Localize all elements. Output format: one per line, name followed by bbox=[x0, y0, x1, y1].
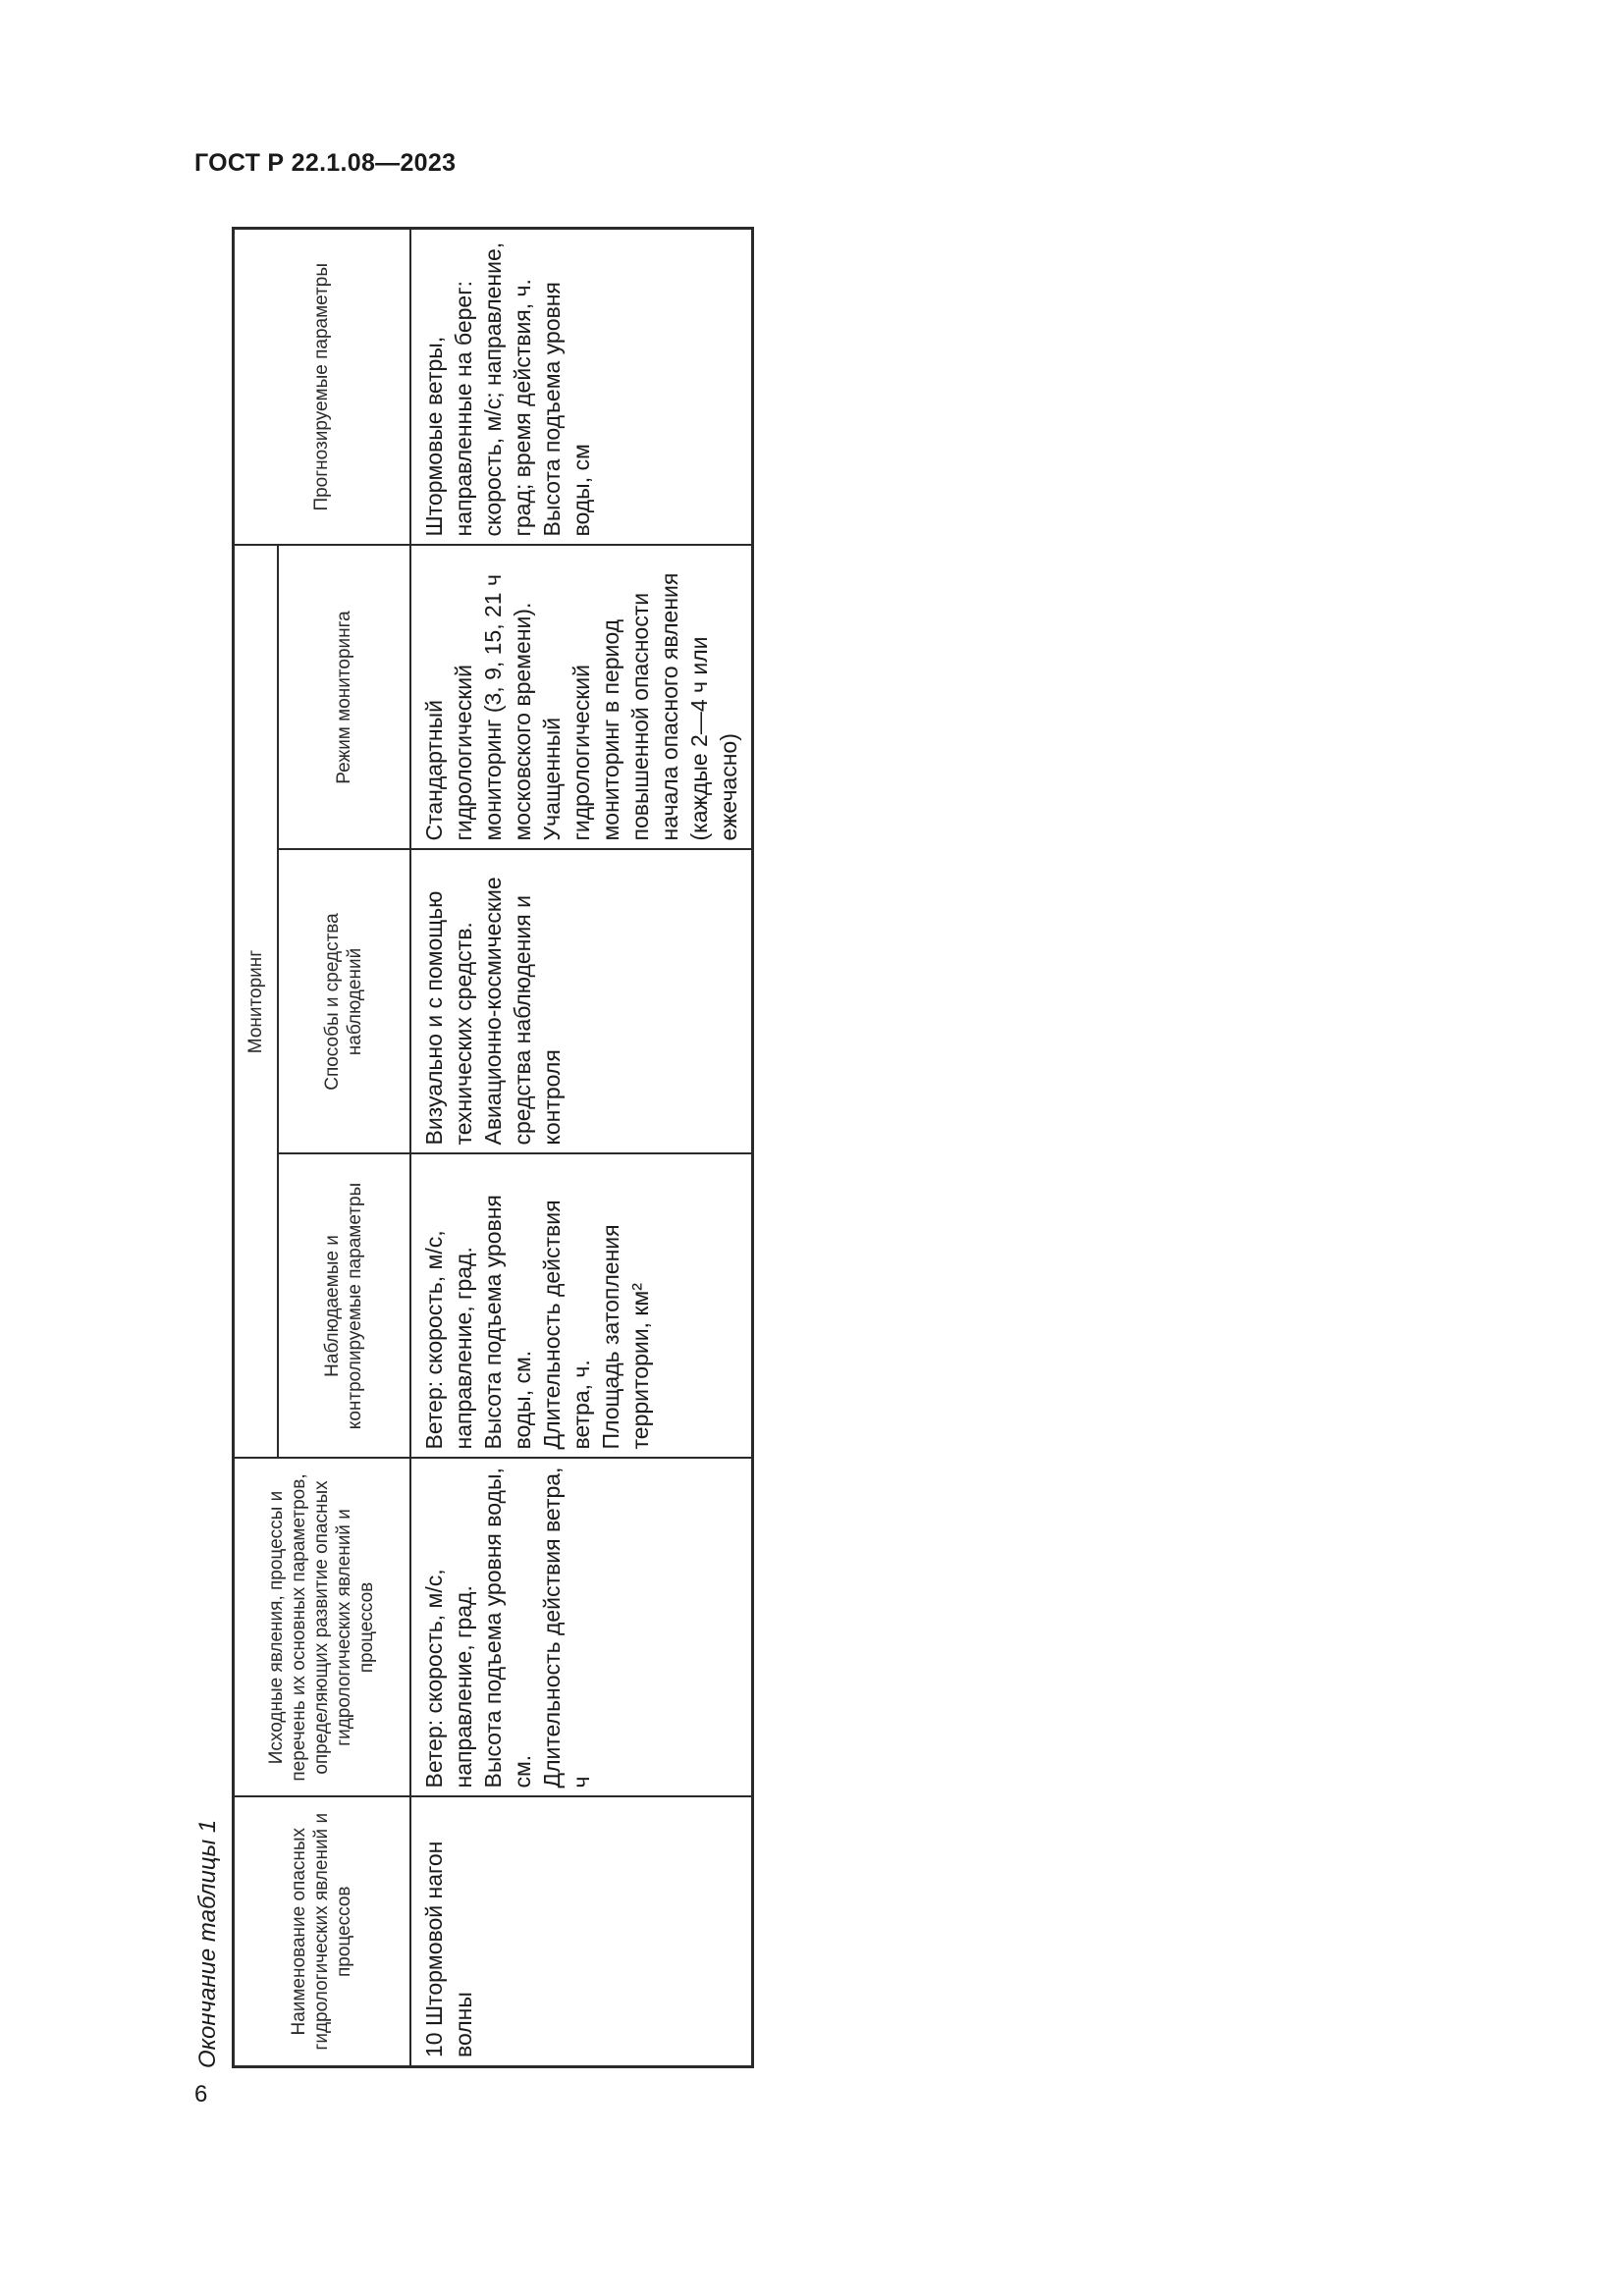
hazard-monitoring-table bbox=[232, 227, 754, 2068]
page-number: 6 bbox=[194, 2081, 208, 2108]
table-row bbox=[410, 229, 753, 2067]
header-observed-parameters: Наблюдаемые и контролируемые параметры bbox=[278, 1154, 410, 1459]
table-caption: Окончание таблицы 1 bbox=[194, 1819, 221, 2068]
header-monitoring: Мониторинг bbox=[234, 546, 278, 1459]
cell-initial-phenomena: Ветер: скорость, м/с, направление, град. Высота подъема уровня воды, см. Длительность действия ветра, ч bbox=[410, 1459, 753, 1797]
document-header: ГОСТ Р 22.1.08—2023 bbox=[194, 149, 457, 177]
header-observation-methods: Способы и средства наблюдений bbox=[278, 850, 410, 1154]
cell-monitoring-mode: Стандартный гидрологический мониторинг (3, 9, 15, 21 ч московского времени). Учащенный гидрологический мониторинг в период повышенной опасности начала опасного явления (каждые 2—4 ч или ежечасно) bbox=[410, 546, 753, 850]
header-initial-phenomena: Исходные явления, процессы и перечень их основных параметров, определяющих развитие опасных гидрологических явлений и процессов bbox=[234, 1459, 410, 1797]
header-monitoring-mode: Режим мониторинга bbox=[278, 546, 410, 850]
cell-forecast-parameters: Штормовые ветры, направленные на берег: скорость, м/с; направление, град; время действия, ч. Высота подъема уровня воды, см bbox=[410, 229, 753, 546]
cell-phenomenon-name: 10 Штормовой нагон волны bbox=[410, 1797, 753, 2067]
cell-observed-parameters: Ветер: скорость, м/с, направление, град. Высота подъема уровня воды, см. Длительность действия ветра, ч. Площадь затопления территории, км² bbox=[410, 1154, 753, 1459]
header-forecast-parameters: Прогнозируемые параметры bbox=[234, 229, 410, 546]
header-phenomenon-name: Наименование опасных гидрологических явлений и процессов bbox=[234, 1797, 410, 2067]
rotated-table-block bbox=[194, 230, 741, 2068]
cell-observation-methods: Визуально и с помощью технических средств. Авиационно-космические средства наблюдения и контроля bbox=[410, 850, 753, 1154]
